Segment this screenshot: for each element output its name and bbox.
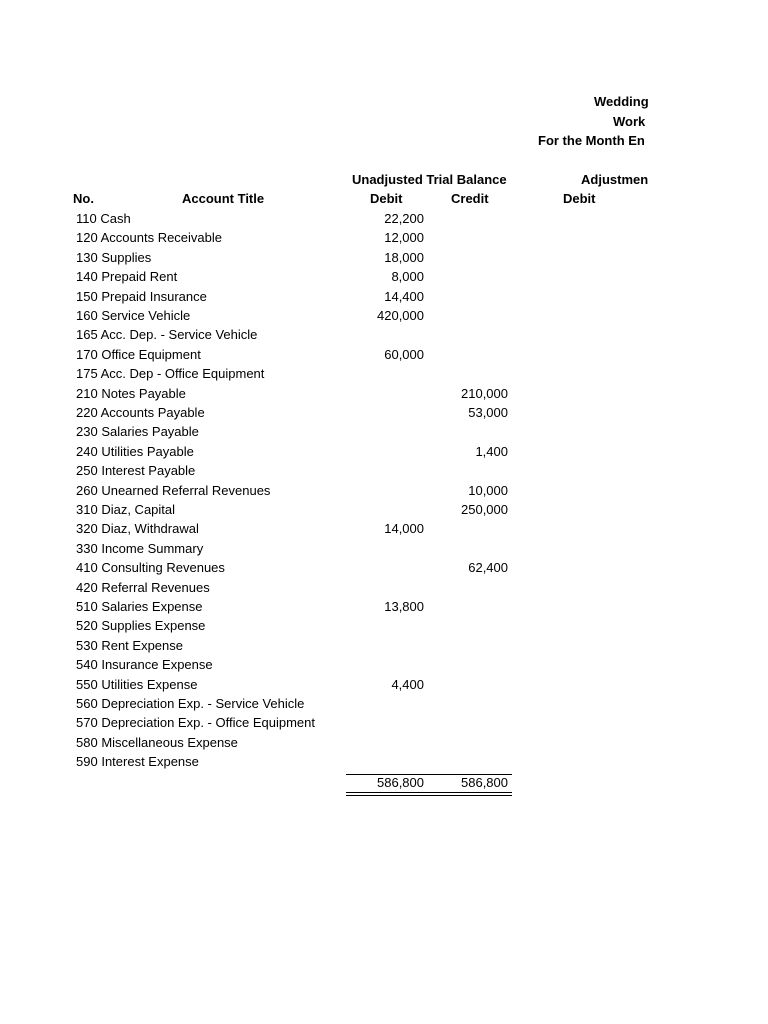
credit-amount: 210,000 [461,386,508,401]
account-number: 140 [76,269,98,284]
account-title: Prepaid Insurance [101,289,207,304]
account-row-label [76,211,131,227]
account-title: Supplies [101,250,152,265]
debit-amount: 14,000 [384,521,424,536]
account-row-label [76,386,186,402]
account-title: Cash [100,211,131,226]
account-number: 260 [76,483,98,498]
account-title: Supplies Expense [101,618,206,633]
credit-amount: 62,400 [468,560,508,575]
account-number: 540 [76,657,98,672]
account-number: 120 [76,230,98,245]
account-row-label [76,366,264,382]
account-number: 165 [76,327,98,342]
account-row-label [76,502,175,518]
account-row-label [76,618,205,634]
debit-amount: 13,800 [384,599,424,614]
account-row-label [76,657,213,673]
account-row-label [76,269,177,285]
account-row-label [76,463,195,479]
account-number: 330 [76,541,98,556]
totals-double-rule [346,792,512,796]
account-number: 570 [76,715,98,730]
no-column-header: No. [73,191,94,206]
account-title: Prepaid Rent [101,269,178,284]
account-title: Interest Expense [101,754,199,769]
account-row-label [76,696,304,712]
credit-amount: 250,000 [461,502,508,517]
account-title: Income Summary [101,541,204,556]
account-number: 220 [76,405,98,420]
account-row-label [76,308,190,324]
total-debit: 586,800 [377,775,424,790]
credit-column-header: Credit [451,191,489,206]
adjustments-debit-column-header: Debit [563,191,596,206]
account-number: 130 [76,250,98,265]
account-row-label [76,405,205,421]
debit-column-header: Debit [370,191,403,206]
credit-amount: 1,400 [475,444,508,459]
period-line: For the Month En [538,133,645,148]
credit-amount: 10,000 [468,483,508,498]
account-row-label [76,735,238,751]
account-title: Referral Revenues [101,580,210,595]
account-row-label [76,677,197,693]
account-row-label [76,541,203,557]
account-number: 240 [76,444,98,459]
account-number: 590 [76,754,98,769]
account-number: 320 [76,521,98,536]
debit-amount: 12,000 [384,230,424,245]
account-title: Depreciation Exp. - Office Equipment [101,715,315,730]
debit-amount: 22,200 [384,211,424,226]
account-number: 250 [76,463,98,478]
account-number: 110 [76,211,97,226]
account-title: Rent Expense [101,638,183,653]
account-number: 160 [76,308,98,323]
total-credit: 586,800 [461,775,508,790]
account-title: Insurance Expense [101,657,213,672]
account-title: Accounts Payable [100,405,205,420]
debit-amount: 4,400 [391,677,424,692]
account-title: Acc. Dep. - Service Vehicle [100,327,258,342]
sheet-name: Work [613,114,646,129]
account-number: 310 [76,502,98,517]
account-title: Salaries Payable [101,424,199,439]
account-number: 520 [76,618,98,633]
account-row-label [76,580,210,596]
account-row-label [76,289,207,305]
account-title-column-header: Account Title [182,191,265,206]
account-title: Office Equipment [101,347,201,362]
credit-amount: 53,000 [468,405,508,420]
account-title: Service Vehicle [101,308,191,323]
account-row-label [76,483,270,499]
account-title: Miscellaneous Expense [101,735,238,750]
debit-amount: 420,000 [377,308,424,323]
account-row-label [76,638,183,654]
account-number: 420 [76,580,98,595]
debit-amount: 14,400 [384,289,424,304]
account-title: Diaz, Capital [101,502,176,517]
account-title: Salaries Expense [101,599,203,614]
account-row-label [76,230,222,246]
account-title: Notes Payable [101,386,186,401]
account-number: 410 [76,560,98,575]
account-row-label [76,424,199,440]
account-row-label [76,599,203,615]
account-row-label [76,560,225,576]
account-number: 510 [76,599,98,614]
account-title: Utilities Expense [101,677,198,692]
debit-amount: 60,000 [384,347,424,362]
account-title: Accounts Receivable [100,230,223,245]
account-number: 170 [76,347,98,362]
account-row-label [76,754,199,770]
account-number: 210 [76,386,98,401]
account-row-label [76,444,194,460]
account-number: 175 [76,366,98,381]
account-number: 230 [76,424,98,439]
account-title: Unearned Referral Revenues [101,483,271,498]
account-title: Acc. Dep - Office Equipment [100,366,265,381]
account-number: 580 [76,735,98,750]
account-row-label [76,521,199,537]
account-title: Consulting Revenues [101,560,225,575]
account-number: 150 [76,289,98,304]
account-row-label [76,250,151,266]
debit-amount: 18,000 [384,250,424,265]
account-number: 560 [76,696,98,711]
debit-amount: 8,000 [391,269,424,284]
account-title: Diaz, Withdrawal [101,521,199,536]
account-number: 550 [76,677,98,692]
account-row-label [76,327,257,343]
account-title: Depreciation Exp. - Service Vehicle [101,696,305,711]
account-number: 530 [76,638,98,653]
account-row-label [76,347,201,363]
account-row-label [76,715,315,731]
account-title: Utilities Payable [101,444,194,459]
account-title: Interest Payable [101,463,196,478]
company-name: Wedding [594,94,649,109]
adjustments-heading: Adjustmen [581,172,649,187]
unadjusted-trial-balance-heading: Unadjusted Trial Balance [352,172,507,187]
